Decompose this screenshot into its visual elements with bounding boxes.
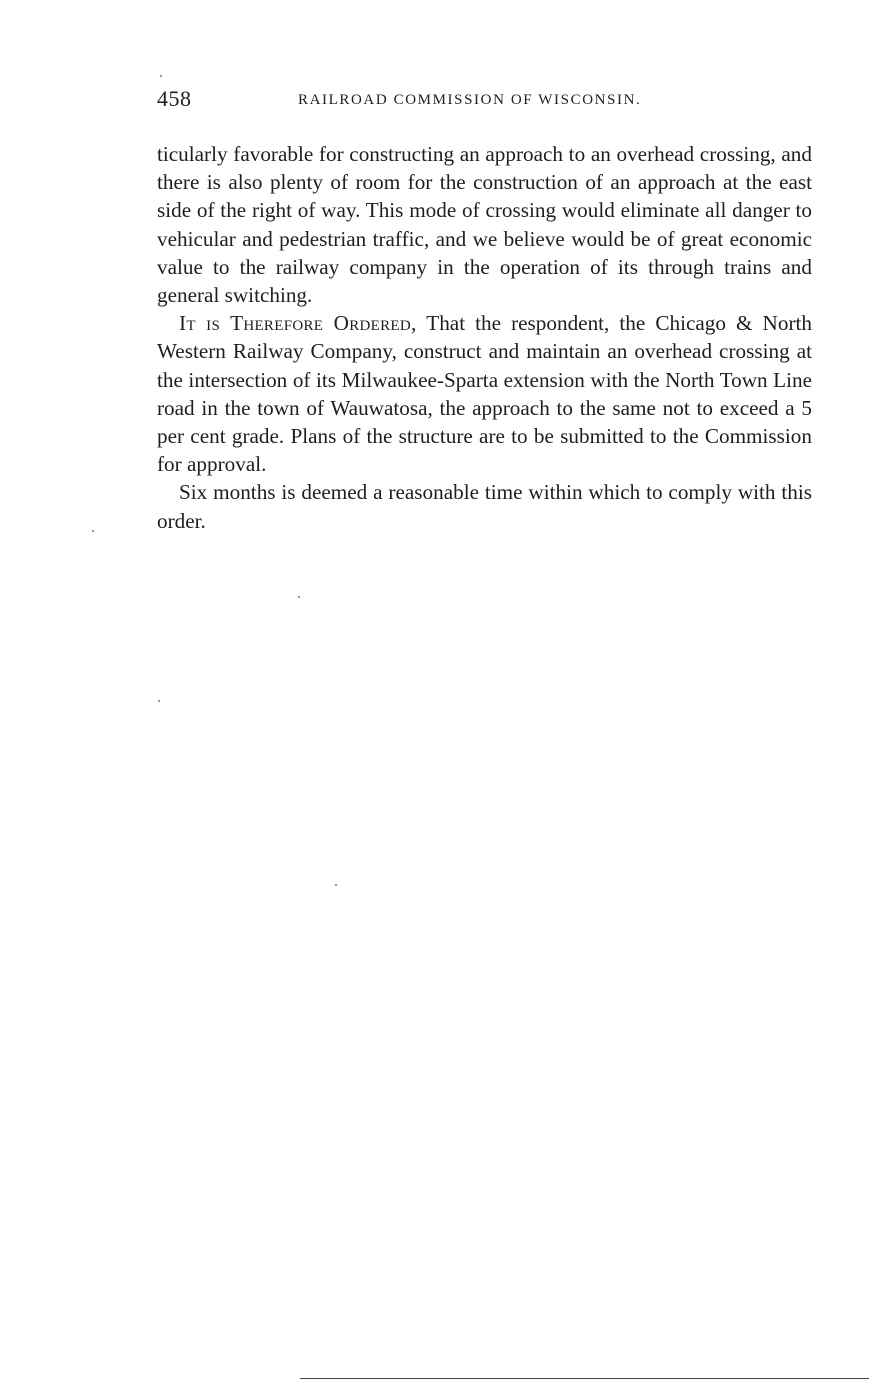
scan-speck — [160, 75, 162, 77]
paragraph-order — [157, 309, 812, 478]
order-lead-in: It is Therefore Ordered, — [179, 311, 417, 336]
running-title: RAILROAD COMMISSION OF WISCONSIN. — [298, 92, 642, 108]
bottom-rule — [300, 1378, 869, 1379]
page-number: 458 — [157, 86, 192, 111]
order-text: That the respondent, the Chicago & North Western Railway Company, construct and maintain an overhead crossing at the intersection of its Milwaukee-Sparta extension with the North Town Line road in the town of Wauwatosa, the approach to the same not to exceed a 5 per cent grade. Plans of the structure are to be submitted to the Commission for approval. — [157, 311, 812, 477]
page-header — [157, 86, 812, 116]
paragraph-continued: ticularly favorable for constructing an approach to an overhead crossing, and there is also plenty of room for the construction of an approach at the east side of the right of way. This mode of crossing would eliminate all danger to vehicular and pedestrian traffic, and we believe would be of great economic value to the railway company in the operation of its through trains and general switching. — [157, 142, 812, 308]
paragraph-compliance: Six months is deemed a reasonable time within which to comply with this order. — [157, 480, 812, 533]
scan-speck — [158, 700, 160, 702]
scan-speck — [298, 596, 300, 598]
scan-speck — [92, 530, 94, 532]
scan-speck — [335, 884, 337, 886]
body-text — [157, 140, 812, 535]
